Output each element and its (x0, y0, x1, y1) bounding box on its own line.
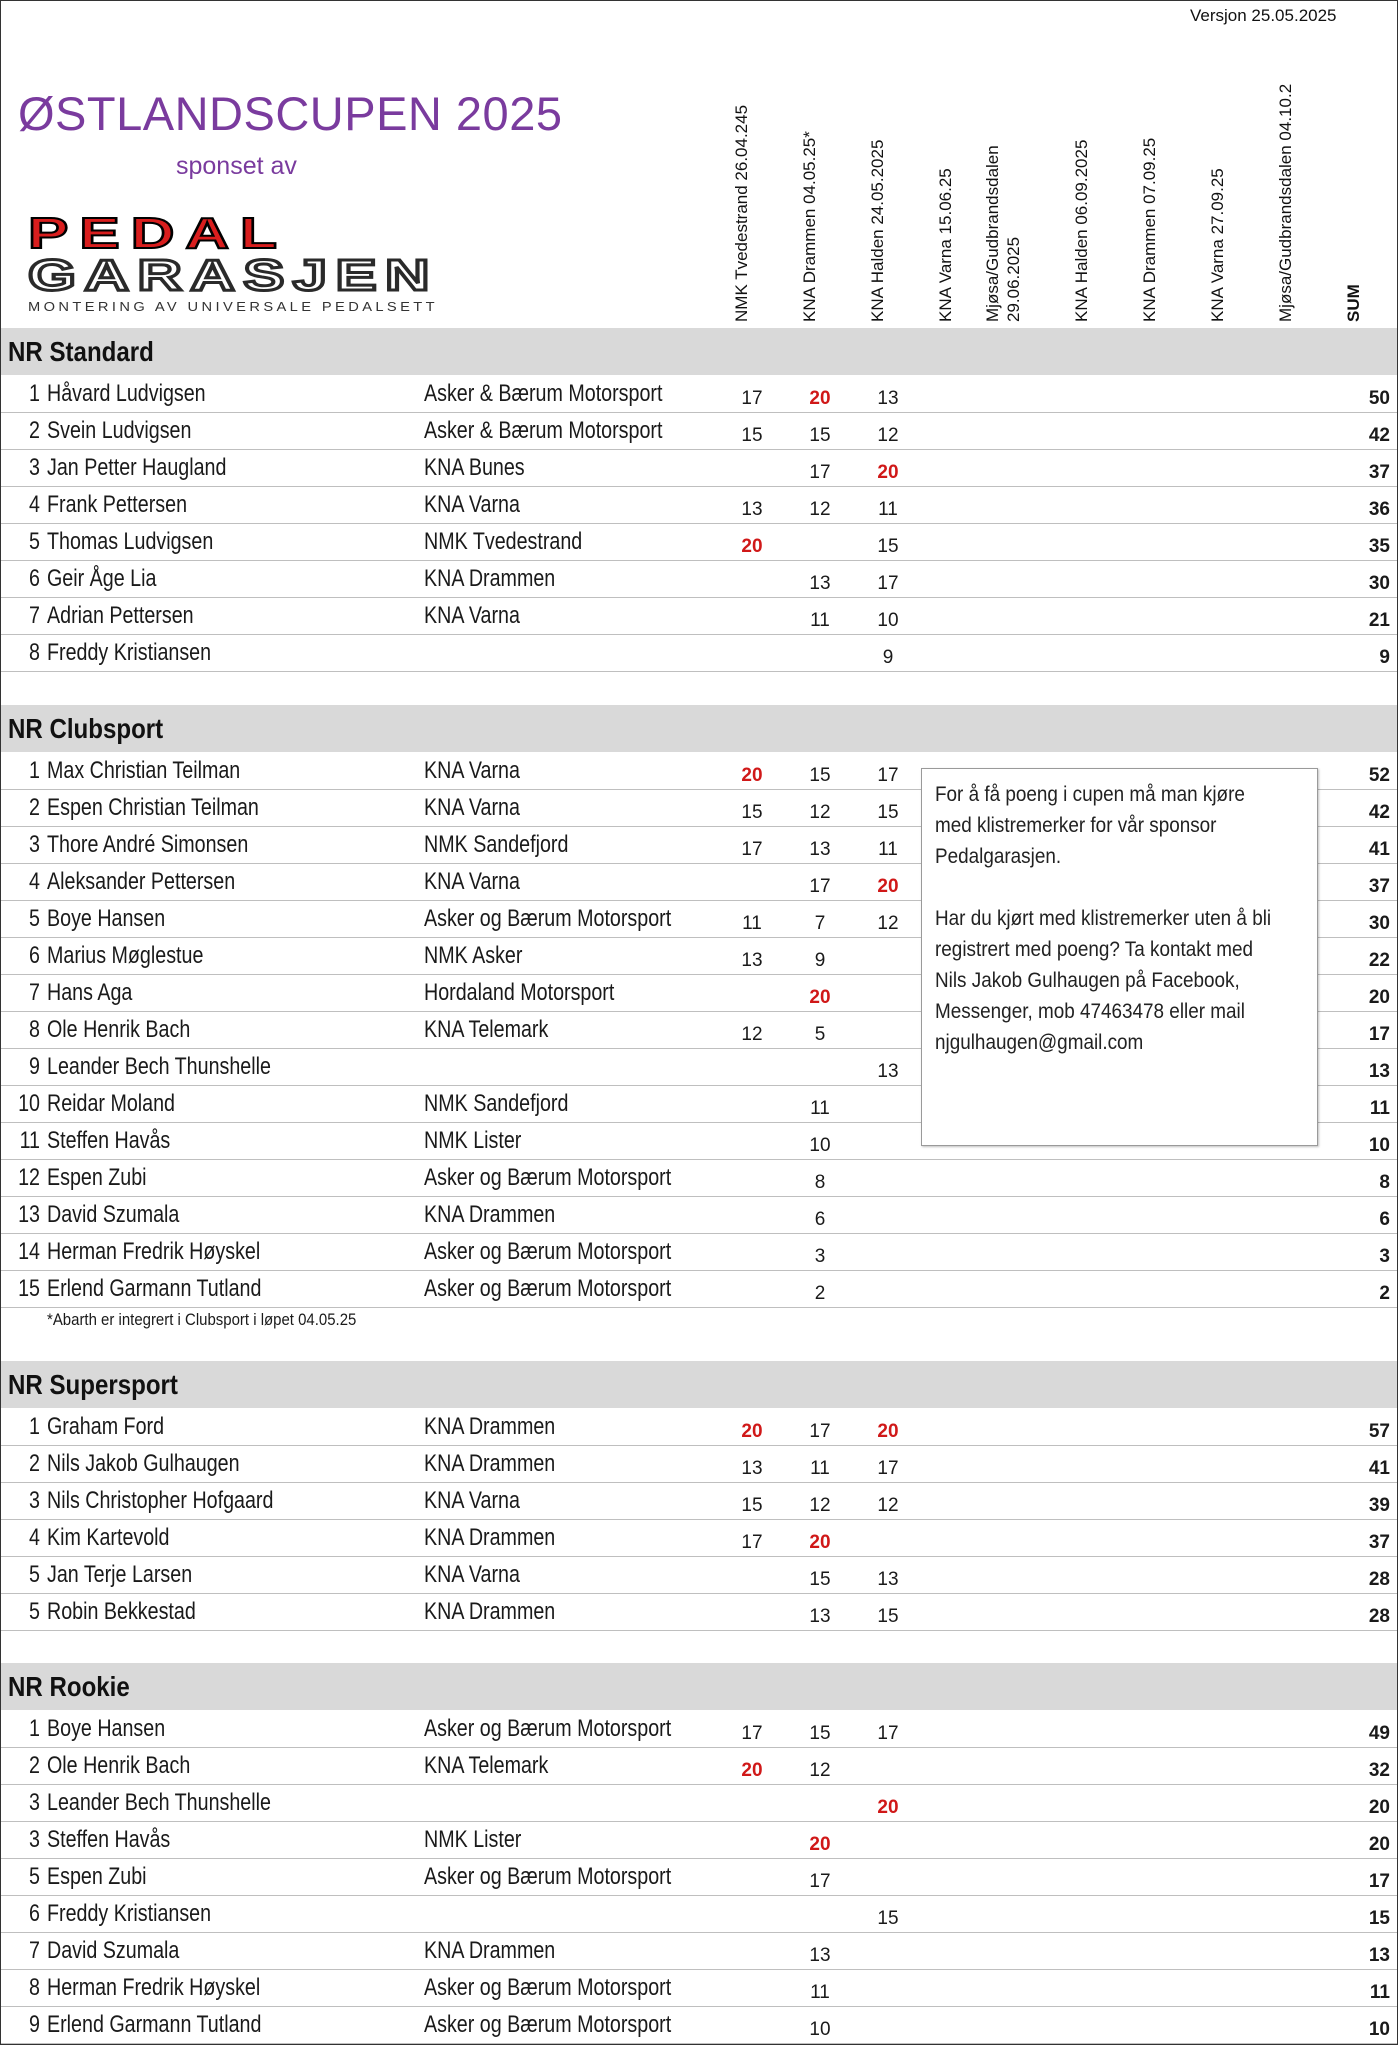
table-row (0, 1233, 1398, 1271)
points-cell-1: 11 (742, 913, 762, 934)
driver-name-cell: Espen Zubi (47, 1164, 147, 1191)
points-cell-2: 11 (810, 610, 830, 631)
club-cell: KNA Drammen (424, 1201, 556, 1228)
points-cell-1: 20 (741, 1421, 763, 1442)
points-cell-3: 15 (877, 1606, 899, 1627)
points-cell-3: 17 (877, 1723, 899, 1744)
table-row (0, 1932, 1398, 1970)
points-cell-2: 13 (809, 573, 831, 594)
section-title: NR Rookie (8, 1671, 130, 1702)
rank-cell: 12 (18, 1164, 40, 1191)
rank-cell: 1 (29, 757, 40, 784)
club-cell: KNA Varna (424, 794, 520, 821)
points-cell-3: 15 (877, 1908, 899, 1929)
rank-cell: 3 (29, 454, 40, 481)
driver-name-cell: Ole Henrik Bach (47, 1016, 191, 1043)
table-row (0, 1159, 1398, 1197)
table-row (0, 2006, 1398, 2044)
points-cell-3: 9 (882, 647, 894, 668)
points-cell-1: 20 (741, 536, 763, 557)
driver-name-cell: Nils Christopher Hofgaard (47, 1487, 274, 1514)
driver-name-cell: Nils Jakob Gulhaugen (47, 1450, 240, 1477)
section-title: NR Standard (8, 336, 154, 367)
table-row (0, 597, 1398, 635)
table-row (0, 1593, 1398, 1631)
points-cell-2: 20 (809, 987, 831, 1008)
club-cell: KNA Telemark (424, 1752, 549, 1779)
points-cell-1: 17 (741, 1723, 763, 1744)
club-cell: KNA Varna (424, 491, 520, 518)
column-header-4 (922, 0, 990, 330)
sum-cell: 13 (1368, 1945, 1390, 1966)
section-title: NR Supersport (8, 1369, 178, 1400)
driver-name-cell: Thomas Ludvigsen (47, 528, 214, 555)
rank-cell: 7 (29, 1937, 40, 1964)
sum-cell: 20 (1368, 1834, 1390, 1855)
rank-cell: 9 (29, 1053, 40, 1080)
driver-name-cell: Jan Terje Larsen (47, 1561, 193, 1588)
driver-name-cell: Freddy Kristiansen (47, 1900, 212, 1927)
sum-cell: 32 (1368, 1760, 1390, 1781)
points-cell-1: 20 (741, 1760, 763, 1781)
column-header-9 (1262, 0, 1330, 330)
column-header-label: SUM (1344, 284, 1363, 322)
section-header (0, 1663, 1398, 1710)
points-cell-3: 12 (877, 913, 899, 934)
sum-cell: 17 (1368, 1024, 1390, 1045)
points-cell-3: 10 (877, 610, 899, 631)
driver-name-cell: Herman Fredrik Høyskel (47, 1974, 261, 2001)
sum-cell: 57 (1368, 1421, 1390, 1442)
driver-name-cell: Herman Fredrik Høyskel (47, 1238, 261, 1265)
club-cell: Asker og Bærum Motorsport (424, 2011, 672, 2038)
points-cell-2: 13 (809, 1606, 831, 1627)
table-row (0, 1445, 1398, 1483)
column-header-5 (983, 0, 1058, 330)
points-cell-3: 13 (877, 1061, 899, 1082)
club-cell: Hordaland Motorsport (424, 979, 615, 1006)
rank-cell: 2 (29, 1752, 40, 1779)
points-cell-2: 2 (814, 1283, 826, 1304)
points-cell-2: 3 (814, 1246, 826, 1267)
club-cell: NMK Sandefjord (424, 1090, 569, 1117)
footnote: *Abarth er integrert i Clubsport i løpet 04.05.25 (47, 1310, 357, 1329)
column-header-3 (854, 0, 922, 330)
column-header-label: Mjøsa/Gudbrandsdalen 29.06.2025 (983, 145, 1023, 322)
points-cell-1: 13 (741, 499, 763, 520)
rank-cell: 3 (29, 831, 40, 858)
driver-name-cell: Freddy Kristiansen (47, 639, 212, 666)
rank-cell: 2 (29, 417, 40, 444)
rank-cell: 3 (29, 1487, 40, 1514)
driver-name-cell: Håvard Ludvigsen (47, 380, 206, 407)
points-cell-2: 8 (814, 1172, 826, 1193)
club-cell: Asker og Bærum Motorsport (424, 1715, 672, 1742)
rank-cell: 1 (29, 1715, 40, 1742)
page-title: ØSTLANDSCUPEN 2025 (18, 87, 563, 140)
points-cell-2: 17 (809, 462, 831, 483)
sum-cell: 21 (1368, 610, 1390, 631)
rank-cell: 1 (29, 380, 40, 407)
driver-name-cell: Thore André Simonsen (47, 831, 249, 858)
rank-cell: 5 (29, 905, 40, 932)
column-header-label: KNA Drammen 04.05.25* (800, 131, 819, 322)
table-row (0, 1747, 1398, 1785)
sum-cell: 28 (1368, 1606, 1390, 1627)
rank-cell: 11 (19, 1127, 40, 1154)
club-cell: KNA Varna (424, 868, 520, 895)
points-cell-2: 11 (810, 1098, 830, 1119)
sum-cell: 10 (1368, 1135, 1390, 1156)
rank-cell: 5 (29, 528, 40, 555)
points-cell-2: 11 (810, 1458, 830, 1479)
sum-cell: 3 (1379, 1246, 1390, 1267)
column-header-label: KNA Halden 24.05.2025 (868, 139, 887, 322)
sum-cell: 22 (1368, 950, 1390, 971)
points-cell-2: 13 (809, 839, 831, 860)
sum-cell: 28 (1368, 1569, 1390, 1590)
club-cell: NMK Asker (424, 942, 523, 969)
driver-name-cell: Espen Zubi (47, 1863, 147, 1890)
rank-cell: 3 (29, 1789, 40, 1816)
rank-cell: 5 (29, 1561, 40, 1588)
rank-cell: 14 (18, 1238, 40, 1265)
rank-cell: 8 (29, 1016, 40, 1043)
driver-name-cell: Espen Christian Teilman (47, 794, 259, 821)
club-cell: Asker og Bærum Motorsport (424, 905, 672, 932)
sum-cell: 11 (1369, 1982, 1390, 2003)
club-cell: KNA Drammen (424, 565, 556, 592)
points-cell-2: 17 (809, 1421, 831, 1442)
driver-name-cell: Jan Petter Haugland (47, 454, 227, 481)
club-cell: NMK Sandefjord (424, 831, 569, 858)
column-header-1 (718, 0, 786, 330)
points-cell-3: 20 (877, 462, 899, 483)
points-cell-2: 12 (809, 1760, 831, 1781)
points-cell-2: 12 (809, 499, 831, 520)
points-cell-1: 12 (741, 1024, 763, 1045)
sum-cell: 42 (1368, 425, 1390, 446)
table-row (0, 560, 1398, 598)
points-cell-2: 10 (809, 2019, 831, 2040)
points-cell-1: 13 (741, 1458, 763, 1479)
points-cell-2: 13 (809, 1945, 831, 1966)
table-row (0, 1969, 1398, 2007)
driver-name-cell: Reidar Moland (47, 1090, 175, 1117)
table-row (0, 412, 1398, 450)
club-cell: Asker og Bærum Motorsport (424, 1974, 672, 2001)
sum-cell: 42 (1368, 802, 1390, 823)
table-row (0, 1895, 1398, 1933)
sum-cell: 50 (1368, 388, 1390, 409)
rank-cell: 8 (29, 639, 40, 666)
sum-cell: 39 (1368, 1495, 1390, 1516)
club-cell: NMK Tvedestrand (424, 528, 583, 555)
rank-cell: 6 (29, 942, 40, 969)
points-cell-3: 13 (877, 388, 899, 409)
driver-name-cell: Steffen Havås (47, 1127, 171, 1154)
table-row (0, 1519, 1398, 1557)
points-cell-1: 20 (741, 765, 763, 786)
sum-cell: 17 (1368, 1871, 1390, 1892)
rank-cell: 7 (29, 602, 40, 629)
points-cell-2: 6 (814, 1209, 826, 1230)
driver-name-cell: Marius Møglestue (47, 942, 204, 969)
driver-name-cell: Aleksander Pettersen (47, 868, 236, 895)
points-cell-2: 15 (809, 1723, 831, 1744)
column-header-7 (1126, 0, 1194, 330)
club-cell: KNA Varna (424, 757, 520, 784)
points-cell-2: 15 (809, 425, 831, 446)
driver-name-cell: Robin Bekkestad (47, 1598, 196, 1625)
sum-cell: 30 (1368, 573, 1390, 594)
sum-cell: 37 (1368, 1532, 1390, 1553)
table-row (0, 1710, 1398, 1748)
points-cell-1: 17 (741, 388, 763, 409)
club-cell: KNA Varna (424, 1487, 520, 1514)
rank-cell: 1 (29, 1413, 40, 1440)
rank-cell: 6 (29, 1900, 40, 1927)
points-cell-1: 13 (741, 950, 763, 971)
points-cell-2: 10 (809, 1135, 831, 1156)
sum-cell: 20 (1368, 987, 1390, 1008)
sum-cell: 8 (1379, 1172, 1390, 1193)
club-cell: NMK Lister (424, 1826, 522, 1853)
sum-cell: 2 (1379, 1283, 1390, 1304)
club-cell: NMK Lister (424, 1127, 522, 1154)
sum-cell: 15 (1368, 1908, 1390, 1929)
column-header-label: Mjøsa/Gudbrandsdalen 04.10.2 (1276, 83, 1295, 322)
club-cell: KNA Varna (424, 602, 520, 629)
points-cell-2: 17 (809, 876, 831, 897)
driver-name-cell: Erlend Garmann Tutland (47, 1275, 262, 1302)
column-header-label: KNA Varna 27.09.25 (1208, 168, 1227, 322)
sum-cell: 30 (1368, 913, 1390, 934)
club-cell: Asker og Bærum Motorsport (424, 1164, 672, 1191)
driver-name-cell: Max Christian Teilman (47, 757, 241, 784)
table-row (0, 1556, 1398, 1594)
points-cell-2: 20 (809, 388, 831, 409)
points-cell-2: 20 (809, 1532, 831, 1553)
sum-cell: 6 (1379, 1209, 1390, 1230)
club-cell: Asker og Bærum Motorsport (424, 1863, 672, 1890)
rank-cell: 4 (29, 491, 40, 518)
rank-cell: 5 (29, 1863, 40, 1890)
table-row (0, 1270, 1398, 1308)
logo-tagline: MONTERING AV UNIVERSALE PEDALSETT (28, 299, 438, 314)
driver-name-cell: Graham Ford (47, 1413, 165, 1440)
column-header-label: NMK Tvedestrand 26.04.245 (732, 104, 751, 322)
section-header (0, 705, 1398, 752)
sum-cell: 9 (1379, 647, 1390, 668)
sponsor-info-box (921, 768, 1318, 1146)
pedalgarasjen-logo (24, 208, 444, 318)
club-cell: KNA Drammen (424, 1450, 556, 1477)
sum-cell: 10 (1368, 2019, 1390, 2040)
table-row (0, 486, 1398, 524)
table-row (0, 1784, 1398, 1822)
rank-cell: 9 (29, 2011, 40, 2038)
info-paragraph-1: For å få poeng i cupen må man kjøre med klistremerker for vår sponsor Pedalgarasjen. (935, 783, 1245, 868)
points-cell-2: 5 (814, 1024, 826, 1045)
driver-name-cell: Boye Hansen (47, 1715, 166, 1742)
club-cell: Asker og Bærum Motorsport (424, 1275, 672, 1302)
club-cell: KNA Telemark (424, 1016, 549, 1043)
club-cell: Asker & Bærum Motorsport (424, 380, 663, 407)
sum-cell: 52 (1368, 765, 1390, 786)
points-cell-3: 15 (877, 802, 899, 823)
points-cell-3: 11 (878, 499, 898, 520)
driver-name-cell: Leander Bech Thunshelle (47, 1789, 271, 1816)
sum-cell: 49 (1368, 1723, 1390, 1744)
points-cell-2: 12 (809, 802, 831, 823)
driver-name-cell: Erlend Garmann Tutland (47, 2011, 262, 2038)
points-cell-2: 9 (814, 950, 826, 971)
rank-cell: 6 (29, 565, 40, 592)
points-cell-1: 17 (741, 1532, 763, 1553)
points-cell-2: 7 (814, 913, 826, 934)
column-header-6 (1058, 0, 1126, 330)
info-paragraph-2: Har du kjørt med klistremerker uten å bli registrert med poeng? Ta kontakt med Nils Jakob Gulhaugen på Facebook, Messenger, mob 47463478 eller mail njgulhaugen@gmail.com (935, 907, 1272, 1054)
driver-name-cell: Hans Aga (47, 979, 133, 1006)
logo-line2: GARASJEN (28, 251, 438, 300)
points-cell-2: 20 (809, 1834, 831, 1855)
points-cell-3: 12 (877, 425, 899, 446)
rank-cell: 7 (29, 979, 40, 1006)
driver-name-cell: David Szumala (47, 1201, 180, 1228)
driver-name-cell: Adrian Pettersen (47, 602, 194, 629)
points-cell-1: 15 (741, 425, 763, 446)
points-cell-3: 15 (877, 536, 899, 557)
sum-cell: 13 (1368, 1061, 1390, 1082)
column-header-8 (1194, 0, 1262, 330)
table-row (0, 1196, 1398, 1234)
points-cell-1: 15 (741, 1495, 763, 1516)
table-row (0, 1482, 1398, 1520)
club-cell: KNA Varna (424, 1561, 520, 1588)
points-cell-2: 17 (809, 1871, 831, 1892)
sum-cell: 37 (1368, 462, 1390, 483)
table-row (0, 1821, 1398, 1859)
driver-name-cell: Kim Kartevold (47, 1524, 170, 1551)
column-header-2 (786, 0, 854, 330)
club-cell: Asker og Bærum Motorsport (424, 1238, 672, 1265)
logo-line1: PEDAL (28, 209, 288, 258)
points-cell-1: 15 (741, 802, 763, 823)
driver-name-cell: Frank Pettersen (47, 491, 188, 518)
points-cell-3: 20 (877, 876, 899, 897)
points-cell-3: 11 (878, 839, 898, 860)
column-header-label: KNA Drammen 07.09.25 (1140, 137, 1159, 322)
club-cell: KNA Drammen (424, 1413, 556, 1440)
sum-cell: 41 (1368, 839, 1390, 860)
sponsor-label: sponset av (176, 152, 297, 180)
points-cell-2: 12 (809, 1495, 831, 1516)
points-cell-3: 17 (877, 1458, 899, 1479)
section-header (0, 1361, 1398, 1408)
table-row (0, 1858, 1398, 1896)
rank-cell: 15 (18, 1275, 40, 1302)
points-cell-3: 17 (877, 765, 899, 786)
points-cell-3: 20 (877, 1421, 899, 1442)
rank-cell: 2 (29, 794, 40, 821)
driver-name-cell: Ole Henrik Bach (47, 1752, 191, 1779)
sum-cell: 20 (1368, 1797, 1390, 1818)
sum-cell: 41 (1368, 1458, 1390, 1479)
column-header-label: KNA Halden 06.09.2025 (1072, 139, 1091, 322)
sum-cell: 36 (1368, 499, 1390, 520)
sum-cell: 11 (1369, 1098, 1390, 1119)
points-cell-2: 15 (809, 765, 831, 786)
rank-cell: 3 (29, 1826, 40, 1853)
version-label: Versjon 25.05.2025 (1190, 6, 1337, 25)
rank-cell: 4 (29, 1524, 40, 1551)
club-cell: Asker & Bærum Motorsport (424, 417, 663, 444)
rank-cell: 5 (29, 1598, 40, 1625)
sum-cell: 35 (1368, 536, 1390, 557)
club-cell: KNA Drammen (424, 1524, 556, 1551)
rank-cell: 10 (18, 1090, 40, 1117)
points-cell-3: 12 (877, 1495, 899, 1516)
points-cell-2: 15 (809, 1569, 831, 1590)
driver-name-cell: Steffen Havås (47, 1826, 171, 1853)
points-cell-1: 17 (741, 839, 763, 860)
points-cell-3: 17 (877, 573, 899, 594)
driver-name-cell: Boye Hansen (47, 905, 166, 932)
table-row (0, 449, 1398, 487)
section-header (0, 328, 1398, 375)
driver-name-cell: Geir Åge Lia (47, 565, 157, 592)
column-header-10 (1330, 0, 1398, 330)
column-header-label: KNA Varna 15.06.25 (936, 168, 955, 322)
table-row (0, 523, 1398, 561)
club-cell: KNA Bunes (424, 454, 525, 481)
driver-name-cell: Svein Ludvigsen (47, 417, 192, 444)
rank-cell: 2 (29, 1450, 40, 1477)
club-cell: KNA Drammen (424, 1598, 556, 1625)
driver-name-cell: Leander Bech Thunshelle (47, 1053, 271, 1080)
table-row (0, 1408, 1398, 1446)
section-title: NR Clubsport (8, 713, 164, 744)
points-cell-3: 20 (877, 1797, 899, 1818)
club-cell: KNA Drammen (424, 1937, 556, 1964)
rank-cell: 13 (18, 1201, 40, 1228)
points-cell-3: 13 (877, 1569, 899, 1590)
driver-name-cell: David Szumala (47, 1937, 180, 1964)
points-cell-2: 11 (810, 1982, 830, 2003)
rank-cell: 4 (29, 868, 40, 895)
rank-cell: 8 (29, 1974, 40, 2001)
table-row (0, 634, 1398, 672)
sum-cell: 37 (1368, 876, 1390, 897)
table-row (0, 375, 1398, 413)
